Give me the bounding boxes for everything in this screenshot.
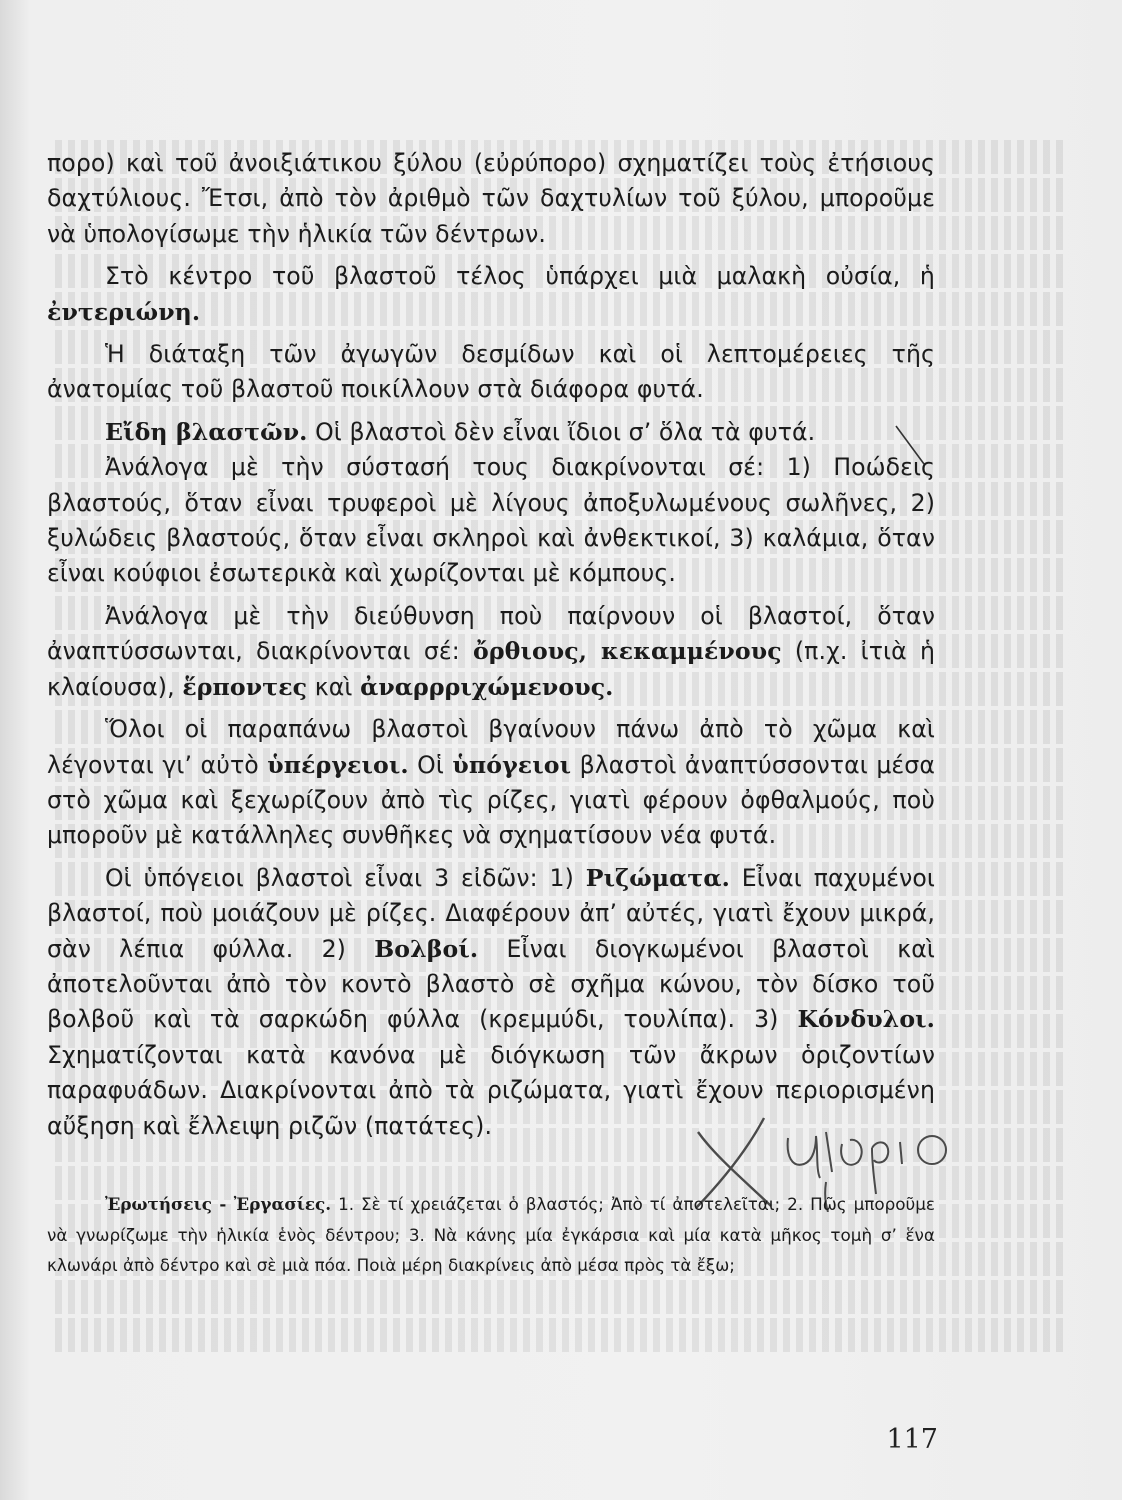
text-run: (π.χ. ἰτιὰ ἡ κλαίουσα), [47, 637, 936, 701]
bold-term: Εἴδη βλαστῶν. [105, 417, 308, 446]
body-paragraph [47, 712, 935, 854]
questions-heading: Ἐρωτήσεις - Ἐργασίες. [105, 1194, 332, 1214]
text-run: καὶ [307, 672, 361, 701]
body-paragraph [47, 415, 935, 450]
text-run: Εἶναι διογκωμένοι βλαστοὶ καὶ ἀποτελοῦνται ἀπὸ τὸν κοντὸ βλαστὸ σὲ σχῆμα κώνου, τὸν δίσκο τοῦ βολβοῦ καὶ τὰ σαρκώδη φύλλα (κρεμμύδι, τουλίπα). 3) [47, 934, 935, 1034]
text-run: Ὅλοι οἱ παραπάνω βλαστοὶ βγαίνουν πάνω ἀπὸ τὸ χῶμα καὶ λέγονται γι’ αὐτὸ [47, 715, 935, 779]
questions-paragraph [47, 1189, 935, 1281]
text-run: βλαστοὶ ἀναπτύσσονται μέσα στὸ χῶμα καὶ ξεχωρίζουν ἀπὸ τὶς ρίζες, γιατὶ φέρουν ὀφθαλμούς, ποὺ μποροῦν μὲ κατάλληλες συνθῆκες νὰ σχηματίσουν νέα φυτά. [47, 750, 935, 850]
bold-term: Ριζώματα. [585, 863, 730, 892]
text-run: Οἱ [408, 750, 453, 779]
text-run: πορο) καὶ τοῦ ἀνοιξιάτικου ξύλου (εὐρύπορο) σχηματίζει τοὺς ἐτήσιους δαχτύλιους. Ἔτσι, ἀπὸ τὸν ἀριθμὸ τῶν δαχτυλίων τοῦ ξύλου, μποροῦμε νὰ ὑπολογίσωμε τὴν ἡλικία τῶν δέντρων. [47, 149, 935, 248]
bold-term: ἕρποντες [182, 672, 308, 701]
body-paragraph [47, 599, 935, 705]
text-run: Ἡ διάταξη τῶν ἀγωγῶν δεσμίδων καὶ οἱ λεπτομέρειες τῆς ἀνατομίας τοῦ βλαστοῦ ποικίλλουν στὰ διάφορα φυτά. [47, 340, 935, 404]
text-run: Οἱ βλαστοὶ δὲν εἶναι ἴδιοι σ’ ὅλα τὰ φυτά. [307, 417, 816, 446]
bold-term: ὑπόγειοι [452, 750, 572, 779]
bold-term: ἐντεριώνη. [47, 297, 201, 326]
bold-term: Βολβοί. [374, 934, 479, 963]
body-text [47, 146, 935, 1144]
questions-block [47, 1189, 935, 1281]
body-paragraph [47, 337, 935, 408]
pencil-slash-mark [890, 420, 930, 470]
text-run: Οἱ ὑπόγειοι βλαστοὶ εἶναι 3 εἰδῶν: 1) [105, 863, 586, 892]
body-paragraph [47, 861, 935, 1144]
body-paragraph [47, 259, 935, 330]
bold-term: ἀναρρριχώμενους. [360, 672, 614, 701]
text-run: Σχηματίζονται κατὰ κανόνα μὲ διόγκωση τῶν ἄκρων ὁριζοντίων παραφυάδων. Διακρίνονται ἀπὸ τὰ ριζώματα, γιατὶ ἔχουν περιορισμένη αὔξηση καὶ ἔλλειψη ριζῶν (πατάτες). [47, 1040, 935, 1140]
body-paragraph [47, 450, 935, 592]
bold-term: ὑπέργειοι. [267, 750, 409, 779]
text-run: Εἶναι παχυμένοι βλαστοί, ποὺ μοιάζουν μὲ ρίζες. Διαφέρουν ἀπ’ αὐτές, γιατὶ ἔχουν μικρά, σὰν λέπια φύλλα. 2) [47, 863, 936, 963]
page-number: 117 [886, 1424, 938, 1455]
body-paragraph [47, 146, 935, 252]
bold-term: ὄρθιους, κεκαμμένους [472, 637, 782, 666]
questions-text: 1. Σὲ τί χρειάζεται ὁ βλαστός; Ἀπὸ τί ἀποτελεῖται; 2. Πῶς μποροῦμε νὰ γνωρίζωμε τὴν ἡλικία ἑνὸς δέντρου; 3. Νὰ κάνης μία ἐγκάρσια καὶ μία κατὰ μῆκος τομὴ σ’ ἕνα κλωνάρι ἀπὸ δέντρο καὶ σὲ μιὰ πόα. Ποιὰ μέρη διακρίνεις ἀπὸ μέσα πρὸς τὰ ἔξω; [47, 1194, 935, 1275]
text-run: Στὸ κέντρο τοῦ βλαστοῦ τέλος ὑπάρχει μιὰ μαλακὴ οὐσία, ἡ [105, 262, 935, 291]
text-run: Ἀνάλογα μὲ τὴν σύστασή τους διακρίνονται σέ: 1) Ποώδεις βλαστούς, ὅταν εἶναι τρυφεροὶ μὲ λίγους ἀποξυλωμένους σωλῆνες, 2) ξυλώδεις βλαστούς, ὅταν εἶναι σκληροὶ καὶ ἀνθεκτικοί, 3) καλάμια, ὅταν εἶναι κούφιοι ἐσωτερικὰ καὶ χωρίζονται μὲ κόμπους. [47, 453, 935, 588]
bold-term: Κόνδυλοι. [797, 1005, 935, 1034]
text-run: Ἀνάλογα μὲ τὴν διεύθυνση ποὺ παίρνουν οἱ βλαστοί, ὅταν ἀναπτύσσωνται, διακρίνονται σέ: [47, 601, 935, 666]
